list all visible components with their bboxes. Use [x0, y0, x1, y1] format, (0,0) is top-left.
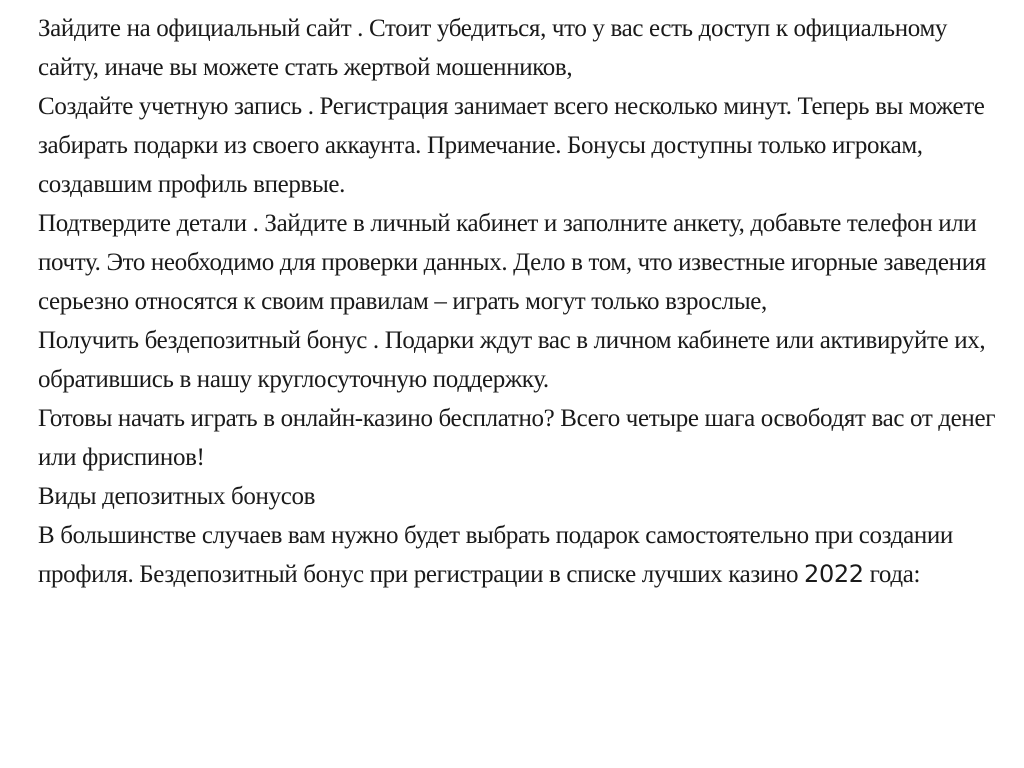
document-body: [38, 9, 998, 594]
paragraph-confirm-details: Подтвердите детали . Зайдите в личный кабинет и заполните анкету, добавьте телефон или почту. Это необходимо для проверки данных. Дело в том, что известные игорные заведения серьезно относятся к своим правилам – играть могут только взрослые,: [38, 210, 986, 315]
paragraph-choose-gift-end: года:: [863, 561, 921, 588]
paragraph-choose-gift-text: В большинстве случаев вам нужно будет выбрать подарок самостоятельно при создании профиля. Бездепозитный бонус при регистрации в списке лучших казино: [38, 522, 953, 588]
paragraph-visit-official-site: Зайдите на официальный сайт . Стоит убедиться, что у вас есть доступ к официальному сайту, иначе вы можете стать жертвой мошенников,: [38, 15, 948, 81]
heading-deposit-bonus-types: Виды депозитных бонусов: [38, 483, 316, 510]
paragraph-create-account: Создайте учетную запись . Регистрация занимает всего несколько минут. Теперь вы можете забирать подарки из своего аккаунта. Примечание. Бонусы доступны только игрокам, создавшим профиль впервые.: [38, 93, 985, 198]
paragraph-choose-gift: [38, 516, 998, 594]
paragraph-ready-to-play: Готовы начать играть в онлайн-казино бесплатно? Всего четыре шага освободят вас от денег или фриспинов!: [38, 405, 996, 471]
year-number: 2022: [804, 560, 864, 588]
paragraph-get-no-deposit-bonus: Получить бездепозитный бонус . Подарки ждут вас в личном кабинете или активируйте их, обратившись в нашу круглосуточную поддержку.: [38, 327, 986, 393]
